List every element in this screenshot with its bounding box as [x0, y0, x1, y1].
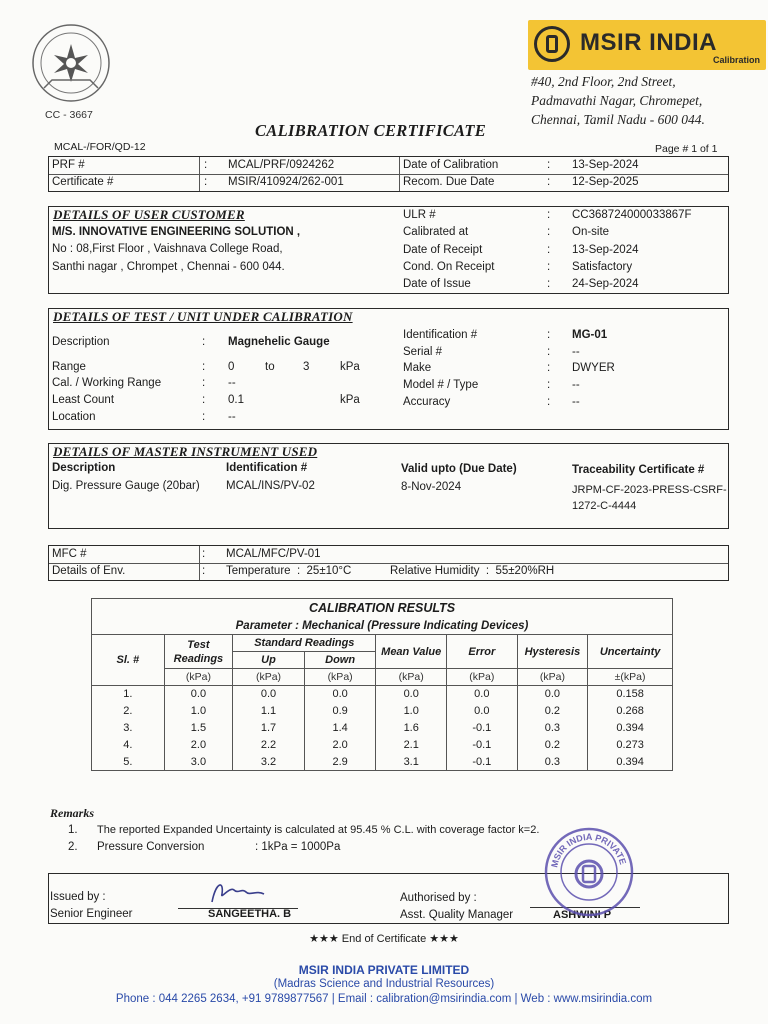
cell-sl: 1. — [92, 686, 165, 703]
footer-company: MSIR INDIA PRIVATE LIMITED — [298, 963, 470, 977]
footer-subtitle: (Madras Science and Industrial Resources) — [273, 978, 495, 990]
cell-sl: 2. — [92, 703, 165, 720]
cell-mean: 1.6 — [376, 720, 447, 737]
cell-test: 2.0 — [164, 737, 233, 754]
msir-logo — [528, 20, 766, 70]
identification-value: MG-01 — [572, 329, 608, 341]
issue-date-label: Date of Issue — [403, 278, 471, 290]
cell-uncertainty: 0.394 — [588, 720, 673, 737]
humidity-value: Relative Humidity : 55±20%RH — [390, 565, 555, 577]
cell-sl: 3. — [92, 720, 165, 737]
master-heading: DETAILS OF MASTER INSTRUMENT USED — [53, 444, 318, 459]
environment-label: Details of Env. — [52, 565, 126, 577]
cell-up: 0.0 — [233, 686, 305, 703]
remarks-heading: Remarks — [50, 806, 95, 820]
calibrated-at-value: On-site — [572, 226, 610, 238]
cell-test: 1.5 — [164, 720, 233, 737]
customer-heading: DETAILS OF USER CUSTOMER — [53, 207, 245, 222]
accuracy-value: -- — [572, 396, 580, 408]
range-to: 3 — [303, 361, 310, 373]
issue-date-value: 24-Sep-2024 — [572, 278, 639, 290]
table-row — [92, 720, 673, 737]
range-to-word: to — [265, 361, 275, 373]
master-traceability — [572, 482, 727, 514]
address-line-2: Padmavathi Nagar, Chromepet, — [531, 93, 703, 108]
make-value: DWYER — [572, 362, 615, 374]
cell-down: 1.4 — [304, 720, 376, 737]
col-mean-value: Mean Value — [376, 635, 447, 669]
issued-by-role: Senior Engineer — [50, 908, 133, 920]
cell-mean: 0.0 — [376, 686, 447, 703]
ulr-value: CC368724000033867F — [572, 209, 692, 221]
cell-error: 0.0 — [447, 686, 518, 703]
cell-uncertainty: 0.273 — [588, 737, 673, 754]
uuc-box — [48, 308, 729, 430]
master-col-description: Description — [52, 462, 116, 474]
cell-hysteresis: 0.2 — [517, 703, 588, 720]
cell-hysteresis: 0.0 — [517, 686, 588, 703]
traceability-line-2: 1272-C-4444 — [572, 500, 637, 512]
master-col-identification: Identification # — [226, 462, 308, 474]
cell-error: -0.1 — [447, 737, 518, 754]
col-test-readings: Test Readings — [164, 635, 233, 669]
cell-sl: 4. — [92, 737, 165, 754]
calibration-date-value: 13-Sep-2024 — [572, 159, 639, 171]
page-number: Page # 1 of 1 — [655, 143, 718, 155]
certificate-label: Certificate # — [52, 176, 114, 188]
receipt-date-value: 13-Sep-2024 — [572, 244, 639, 256]
issued-by-name: SANGEETHA. B — [208, 908, 292, 920]
cell-down: 0.9 — [304, 703, 376, 720]
authorised-by-label: Authorised by : — [400, 892, 477, 904]
cell-up: 3.2 — [233, 754, 305, 771]
identification-label: Identification # — [403, 329, 478, 341]
due-date-label: Recom. Due Date — [403, 176, 495, 188]
remark-1-text: The reported Expanded Uncertainty is calculated at 95.45 % C.L. with coverage factor k=2. — [97, 824, 540, 836]
address-line-3: Chennai, Tamil Nadu - 600 044. — [531, 112, 705, 127]
cell-mean: 1.0 — [376, 703, 447, 720]
table-row — [92, 686, 673, 703]
cell-up: 2.2 — [233, 737, 305, 754]
stamp-text: MSIR INDIA PRIVATE — [549, 831, 629, 869]
unit-hysteresis: (kPa) — [517, 669, 588, 686]
results-parameter: Parameter : Mechanical (Pressure Indicating Devices) — [92, 618, 673, 635]
logo-mark-icon — [534, 26, 570, 62]
due-date-value: 12-Sep-2025 — [572, 176, 639, 188]
unit-test: (kPa) — [164, 669, 233, 686]
unit-up: (kPa) — [233, 669, 305, 686]
results-title: CALIBRATION RESULTS — [92, 599, 673, 618]
cell-hysteresis: 0.2 — [517, 737, 588, 754]
customer-address-1: No : 08,First Floor , Vaishnava College Road, — [52, 243, 283, 255]
cell-mean: 3.1 — [376, 754, 447, 771]
address-line-1: #40, 2nd Floor, 2nd Street, — [531, 74, 676, 89]
remark-1-number: 1. — [68, 824, 78, 836]
logo-subtext: Calibration — [712, 55, 760, 65]
master-col-traceability: Traceability Certificate # — [572, 464, 705, 476]
issuer-signature — [208, 878, 268, 908]
footer-contact: Phone : 044 2265 2634, +91 9789877567 | Email : calibration@msirindia.com | Web : www.msirindia.com — [115, 993, 653, 1005]
certificate-title: CALIBRATION CERTIFICATE — [255, 121, 487, 140]
col-hysteresis: Hysteresis — [517, 635, 588, 669]
remark-2-value: : 1kPa = 1000Pa — [255, 841, 341, 853]
receipt-date-label: Date of Receipt — [403, 244, 483, 256]
uuc-heading: DETAILS OF TEST / UNIT UNDER CALIBRATION — [53, 309, 353, 324]
environment-box — [48, 545, 729, 581]
cell-down: 2.9 — [304, 754, 376, 771]
cc-number: CC - 3667 — [45, 109, 93, 121]
remark-2-number: 2. — [68, 841, 78, 853]
table-row — [92, 737, 673, 754]
cell-uncertainty: 0.158 — [588, 686, 673, 703]
issued-by-label: Issued by : — [50, 891, 106, 903]
end-of-certificate: ★★★ End of Certificate ★★★ — [309, 933, 459, 945]
cell-test: 0.0 — [164, 686, 233, 703]
working-range-value: -- — [228, 377, 236, 389]
form-number: MCAL-/FOR/QD-12 — [54, 141, 146, 153]
range-from: 0 — [228, 361, 235, 373]
col-standard-readings: Standard Readings — [233, 635, 376, 652]
make-label: Make — [403, 362, 432, 374]
cell-test: 3.0 — [164, 754, 233, 771]
temperature-value: Temperature : 25±10°C — [226, 565, 352, 577]
description-value: Magnehelic Gauge — [228, 336, 330, 348]
master-valid-date: 8-Nov-2024 — [401, 481, 462, 493]
condition-label: Cond. On Receipt — [403, 261, 495, 273]
least-count-label: Least Count — [52, 394, 115, 406]
accreditation-emblem — [30, 22, 112, 104]
range-unit: kPa — [340, 361, 360, 373]
results-table — [91, 598, 673, 771]
calibrated-at-label: Calibrated at — [403, 226, 469, 238]
cell-up: 1.1 — [233, 703, 305, 720]
traceability-line-1: JRPM-CF-2023-PRESS-CSRF- — [572, 484, 727, 496]
cell-uncertainty: 0.268 — [588, 703, 673, 720]
mfc-label: MFC # — [52, 548, 87, 560]
location-value: -- — [228, 411, 236, 423]
col-sl: Sl. # — [92, 635, 165, 686]
master-description: Dig. Pressure Gauge (20bar) — [52, 480, 200, 492]
ulr-label: ULR # — [403, 209, 436, 221]
cell-sl: 5. — [92, 754, 165, 771]
range-label: Range — [52, 361, 86, 373]
master-col-valid: Valid upto (Due Date) — [401, 463, 517, 475]
col-up: Up — [233, 652, 305, 669]
remark-2-label: Pressure Conversion — [97, 841, 205, 853]
cell-uncertainty: 0.394 — [588, 754, 673, 771]
col-uncertainty: Uncertainty — [588, 635, 673, 669]
table-row — [92, 703, 673, 720]
cell-down: 2.0 — [304, 737, 376, 754]
prf-label: PRF # — [52, 159, 85, 171]
logo-text: MSIR INDIA — [580, 29, 717, 56]
cell-down: 0.0 — [304, 686, 376, 703]
cell-error: -0.1 — [447, 754, 518, 771]
customer-name: M/S. INNOVATIVE ENGINEERING SOLUTION , — [52, 226, 301, 238]
unit-mean: (kPa) — [376, 669, 447, 686]
customer-address-2: Santhi nagar , Chrompet , Chennai - 600 044. — [52, 261, 285, 273]
cell-up: 1.7 — [233, 720, 305, 737]
least-count-unit: kPa — [340, 394, 360, 406]
company-stamp — [543, 826, 635, 918]
company-address — [531, 72, 705, 129]
calibration-date-label: Date of Calibration — [403, 159, 499, 171]
certificate-value: MSIR/410924/262-001 — [228, 176, 344, 188]
serial-value: -- — [572, 346, 580, 358]
unit-down: (kPa) — [304, 669, 376, 686]
prf-value: MCAL/PRF/0924262 — [228, 159, 335, 171]
col-error: Error — [447, 635, 518, 669]
accuracy-label: Accuracy — [403, 396, 451, 408]
model-value: -- — [572, 379, 580, 391]
unit-uncertainty: ±(kPa) — [588, 669, 673, 686]
master-identification: MCAL/INS/PV-02 — [226, 480, 315, 492]
authorised-by-role: Asst. Quality Manager — [400, 909, 514, 921]
authorised-by-name: ASHWINI P — [553, 909, 612, 921]
table-row — [92, 754, 673, 771]
location-label: Location — [52, 411, 96, 423]
cell-error: -0.1 — [447, 720, 518, 737]
condition-value: Satisfactory — [572, 261, 633, 273]
model-label: Model # / Type — [403, 379, 479, 391]
col-down: Down — [304, 652, 376, 669]
unit-error: (kPa) — [447, 669, 518, 686]
description-label: Description — [52, 336, 110, 348]
cell-mean: 2.1 — [376, 737, 447, 754]
cell-hysteresis: 0.3 — [517, 754, 588, 771]
cell-test: 1.0 — [164, 703, 233, 720]
cell-error: 0.0 — [447, 703, 518, 720]
cell-hysteresis: 0.3 — [517, 720, 588, 737]
serial-label: Serial # — [403, 346, 442, 358]
working-range-label: Cal. / Working Range — [52, 377, 162, 389]
least-count-value: 0.1 — [228, 394, 244, 406]
mfc-value: MCAL/MFC/PV-01 — [226, 548, 321, 560]
